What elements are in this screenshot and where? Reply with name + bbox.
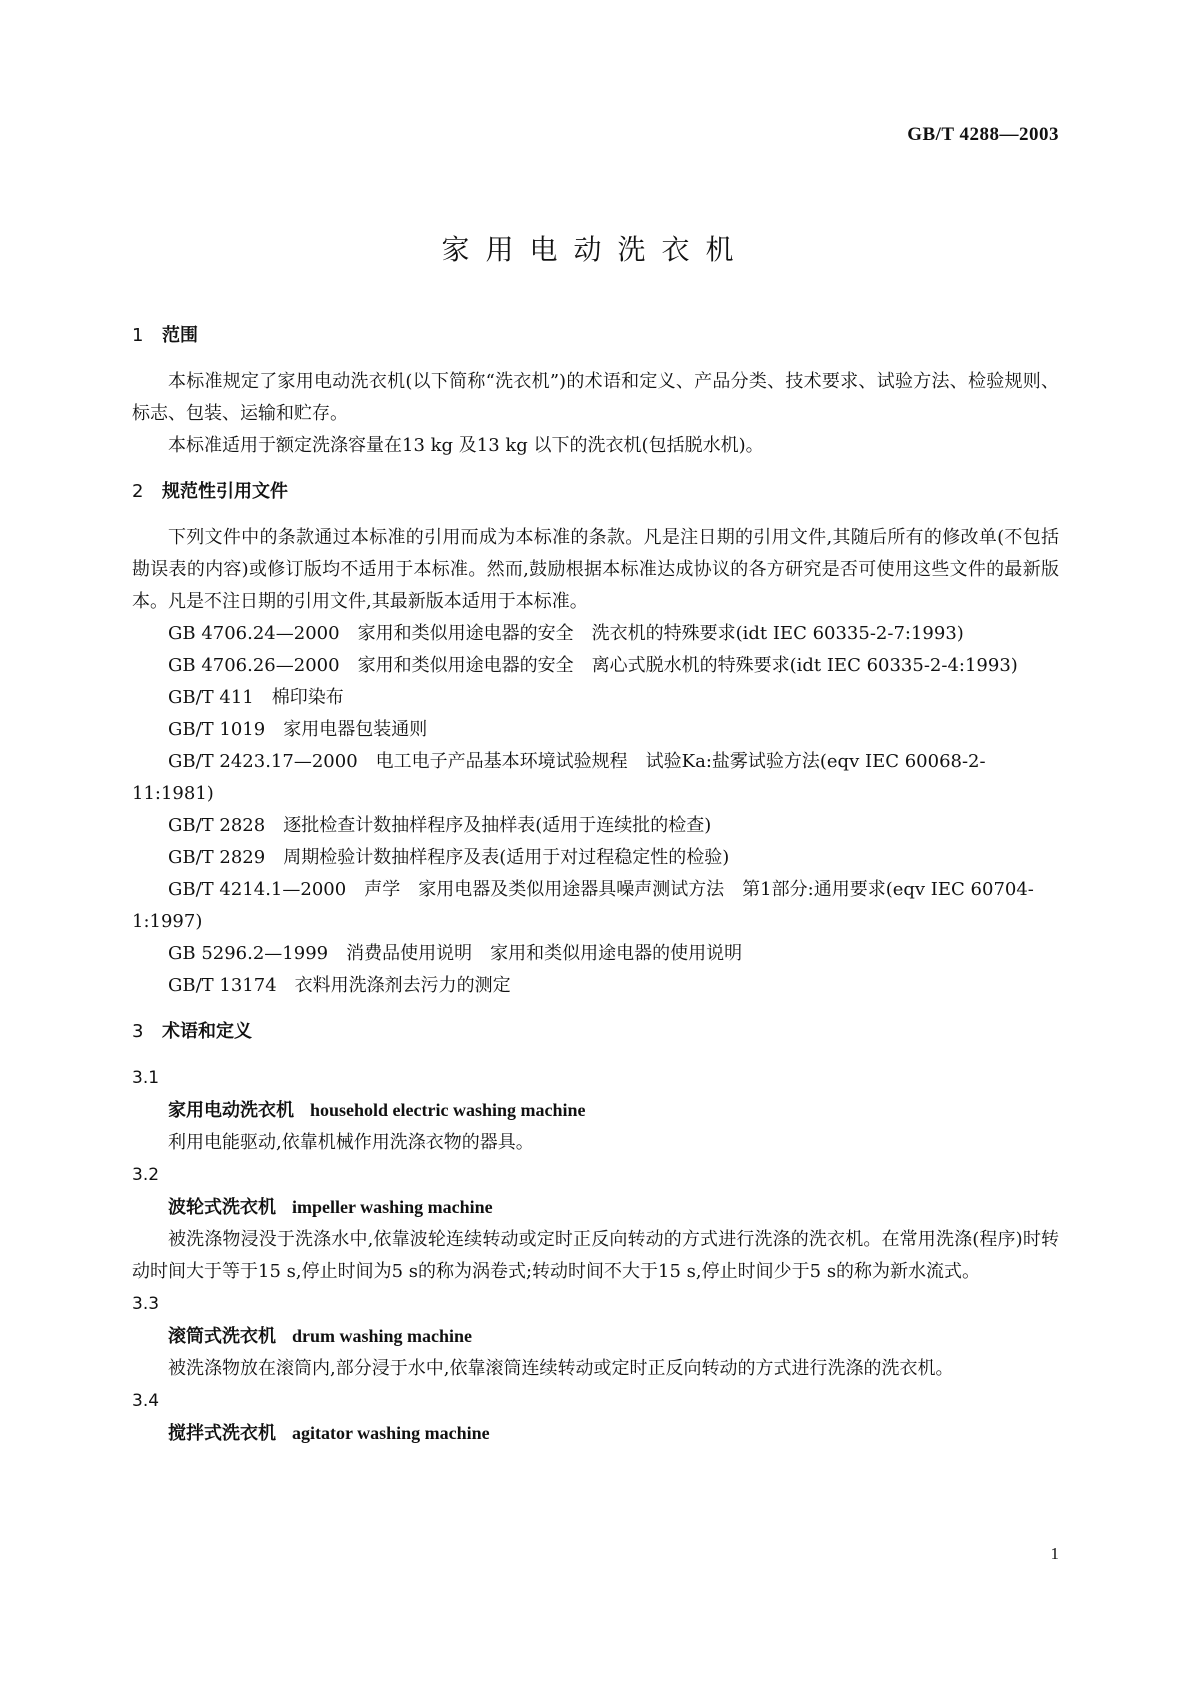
reference-item: GB 5296.2—1999 消费品使用说明 家用和类似用途电器的使用说明 <box>168 943 743 964</box>
reference-item: GB/T 13174 衣料用洗涤剂去污力的测定 <box>168 975 511 996</box>
term-name <box>132 1094 1059 1127</box>
body-text <box>132 320 1059 1450</box>
reference-item: GB/T 2828 逐批检查计数抽样程序及抽样表(适用于连续批的检查) <box>168 815 712 836</box>
term-definition: 被洗涤物放在滚筒内,部分浸于水中,依靠滚筒连续转动或定时正反向转动的方式进行洗涤的洗衣机。 <box>168 1358 954 1379</box>
section-heading-references <box>132 476 1059 508</box>
term-number: 3.2 <box>132 1165 160 1185</box>
references-intro: 下列文件中的条款通过本标准的引用而成为本标准的条款。凡是注日期的引用文件,其随后所有的修改单(不包括勘误表的内容)或修订版均不适用于本标准。然而,鼓励根据本标准达成协议的各方研究是否可使用这些文件的最新版本。凡是不注日期的引用文件,其最新版本适用于本标准。 <box>132 527 1059 612</box>
section-title: 术语和定义 <box>162 1021 252 1042</box>
term-name-zh: 搅拌式洗衣机 <box>168 1423 276 1444</box>
term-number: 3.4 <box>132 1391 160 1411</box>
term-name-en: drum washing machine <box>292 1326 473 1346</box>
section-heading-terms <box>132 1016 1059 1048</box>
term-name <box>132 1191 1059 1224</box>
term-name-en: impeller washing machine <box>292 1197 493 1217</box>
term-name-en: agitator washing machine <box>292 1423 490 1443</box>
section-number: 3 <box>132 1021 144 1042</box>
section-title: 规范性引用文件 <box>162 481 288 502</box>
section-title: 范围 <box>162 325 198 346</box>
reference-item: GB/T 4214.1—2000 声学 家用电器及类似用途器具噪声测试方法 第1部分:通用要求(eqv IEC 60704-1:1997) <box>132 879 1034 932</box>
reference-item: GB/T 1019 家用电器包装通则 <box>168 719 428 740</box>
section-number: 1 <box>132 325 144 346</box>
standard-number: GB/T 4288—2003 <box>907 124 1059 145</box>
reference-item: GB/T 2423.17—2000 电工电子产品基本环境试验规程 试验Ka:盐雾试验方法(eqv IEC 60068-2-11:1981) <box>132 751 986 804</box>
reference-item: GB/T 411 棉印染布 <box>168 687 344 708</box>
section-number: 2 <box>132 481 144 502</box>
term-name-en: household electric washing machine <box>310 1100 586 1120</box>
term-definition: 被洗涤物浸没于洗涤水中,依靠波轮连续转动或定时正反向转动的方式进行洗涤的洗衣机。在常用洗涤(程序)时转动时间大于等于15 s,停止时间为5 s的称为涡卷式;转动时间不大于15 s,停止时间少于5 s的称为新水流式。 <box>132 1229 1059 1282</box>
page-number: 1 <box>1050 1544 1059 1563</box>
reference-item: GB 4706.24—2000 家用和类似用途电器的安全 洗衣机的特殊要求(idt IEC 60335-2-7:1993) <box>168 623 964 644</box>
term-number: 3.3 <box>132 1294 160 1314</box>
term-name <box>132 1417 1059 1450</box>
reference-item: GB 4706.26—2000 家用和类似用途电器的安全 离心式脱水机的特殊要求(idt IEC 60335-2-4:1993) <box>168 655 1018 676</box>
term-name-zh: 家用电动洗衣机 <box>168 1100 294 1121</box>
term-definition: 利用电能驱动,依靠机械作用洗涤衣物的器具。 <box>168 1132 534 1153</box>
scope-paragraph: 本标准适用于额定洗涤容量在13 kg 及13 kg 以下的洗衣机(包括脱水机)。 <box>168 435 764 456</box>
reference-item: GB/T 2829 周期检验计数抽样程序及表(适用于对过程稳定性的检验) <box>168 847 730 868</box>
term-name <box>132 1320 1059 1353</box>
term-name-zh: 滚筒式洗衣机 <box>168 1326 276 1347</box>
scope-paragraph: 本标准规定了家用电动洗衣机(以下简称“洗衣机”)的术语和定义、产品分类、技术要求、试验方法、检验规则、标志、包装、运输和贮存。 <box>132 371 1059 424</box>
term-name-zh: 波轮式洗衣机 <box>168 1197 276 1218</box>
document-title: 家用电动洗衣机 <box>441 233 750 266</box>
section-heading-scope <box>132 320 1059 352</box>
term-number: 3.1 <box>132 1068 160 1088</box>
